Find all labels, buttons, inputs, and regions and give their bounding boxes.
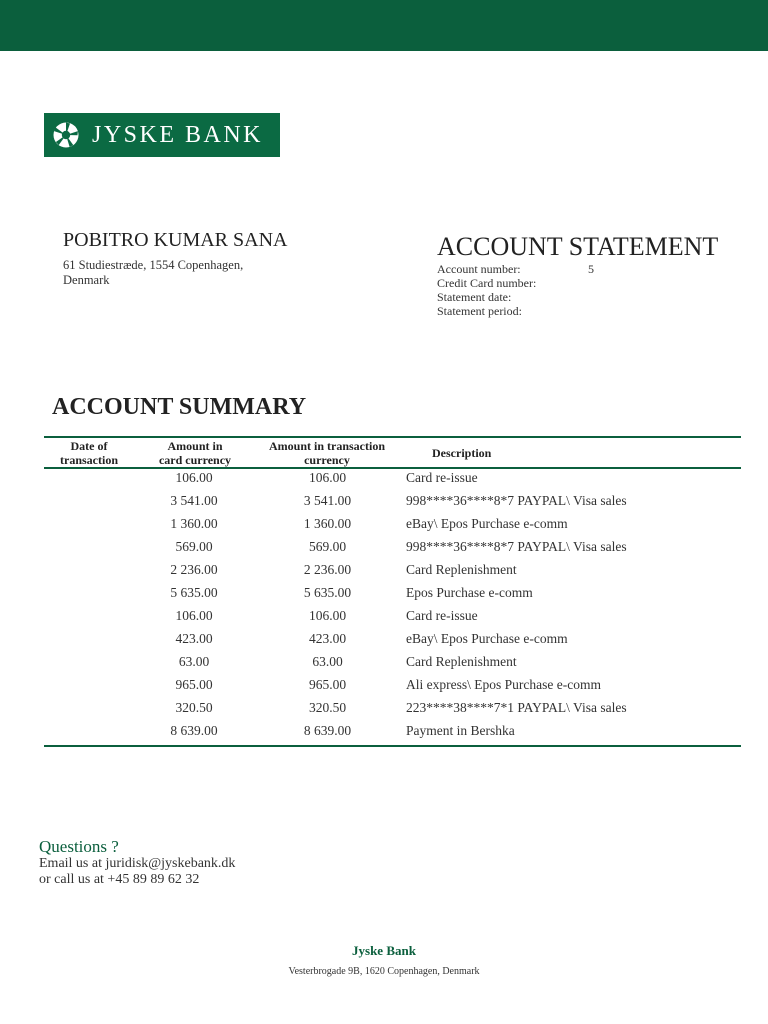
table-row [44,608,741,631]
cell-transaction-amount: 320.50 [308,700,347,715]
customer-address [63,258,273,288]
statement-fields [437,262,594,318]
cell-description: Card Replenishment [406,654,517,669]
contact-email: Email us at juridisk@jyskebank.dk [39,856,236,871]
cell-description: Card Replenishment [406,562,517,577]
statement-title: ACCOUNT STATEMENT [437,232,719,261]
cell-transaction-amount: 63.00 [312,654,343,669]
address-line: Denmark [63,273,110,287]
cell-description: Card re-issue [406,608,478,623]
bank-logo [44,113,280,157]
statement-field-statement-period [437,304,536,318]
cell-transaction-amount: 3 541.00 [303,493,352,508]
cell-card-amount: 1 360.00 [170,516,218,531]
table-row [44,493,741,516]
col-header-date: Date of transaction [60,439,118,467]
cell-card-amount: 8 639.00 [170,723,218,738]
field-label: Statement period: [437,304,522,318]
cell-card-amount: 320.50 [175,700,213,715]
footer-bank-name: Jyske Bank [352,943,416,958]
cell-card-amount: 3 541.00 [170,493,218,508]
table-row [44,654,741,677]
table-row [44,539,741,562]
cell-transaction-amount: 106.00 [308,470,347,485]
jyske-bank-logo-icon [52,121,80,149]
transactions-table [44,436,741,747]
cell-transaction-amount: 569.00 [308,539,347,554]
table-row [44,470,741,493]
col-header-card-amount: Amount in card currency [158,439,232,467]
table-row [44,677,741,700]
cell-transaction-amount: 106.00 [308,608,347,623]
table-row [44,516,741,539]
cell-description: Epos Purchase e-comm [406,585,533,600]
cell-transaction-amount: 1 360.00 [303,516,352,531]
cell-description: 998****36****8*7 PAYPAL\ Visa sales [406,493,627,508]
logo-text: JYSKE BANK [92,121,264,148]
cell-card-amount: 5 635.00 [170,585,218,600]
cell-description: eBay\ Epos Purchase e-comm [406,516,568,531]
col-header-description: Description [432,446,492,460]
questions-title: Questions ? [39,837,119,856]
table-row [44,631,741,654]
cell-card-amount: 106.00 [175,470,213,485]
cell-transaction-amount: 5 635.00 [303,585,352,600]
cell-transaction-amount: 423.00 [308,631,347,646]
cell-transaction-amount: 965.00 [308,677,347,692]
cell-transaction-amount: 2 236.00 [303,562,352,577]
cell-description: Card re-issue [406,470,478,485]
cell-card-amount: 423.00 [175,631,213,646]
contact-phone: or call us at +45 89 89 62 32 [39,872,200,887]
table-row [44,562,741,585]
statement-field-statement-date [437,290,536,304]
table-row [44,700,741,723]
customer-name: POBITRO KUMAR SANA [63,229,288,251]
cell-card-amount: 106.00 [175,608,213,623]
cell-description: eBay\ Epos Purchase e-comm [406,631,568,646]
cell-card-amount: 63.00 [178,654,210,669]
table-header [44,438,741,467]
header-bar [0,0,768,51]
table-row [44,723,741,746]
cell-description: Ali express\ Epos Purchase e-comm [406,677,601,692]
field-label: Account number: [437,262,521,276]
col-header-transaction-amount: Amount in transaction currency [268,439,385,467]
table-body [44,469,741,745]
table-row [44,585,741,608]
cell-card-amount: 965.00 [175,677,213,692]
address-line: 61 Studiestræde, 1554 Copenhagen, [63,258,244,272]
cell-description: 998****36****8*7 PAYPAL\ Visa sales [406,539,627,554]
cell-description: Payment in Bershka [406,723,515,738]
statement-field-account-number [437,262,594,276]
statement-field-credit-card-number [437,276,536,290]
cell-description: 223****38****7*1 PAYPAL\ Visa sales [406,700,627,715]
field-label: Credit Card number: [437,276,537,290]
field-label: Statement date: [437,290,512,304]
field-value: 5 [588,262,594,276]
cell-card-amount: 2 236.00 [170,562,218,577]
cell-card-amount: 569.00 [175,539,213,554]
summary-title: ACCOUNT SUMMARY [52,394,307,420]
footer-address: Vesterbrogade 9B, 1620 Copenhagen, Denmark [288,966,480,977]
cell-transaction-amount: 8 639.00 [303,723,352,738]
